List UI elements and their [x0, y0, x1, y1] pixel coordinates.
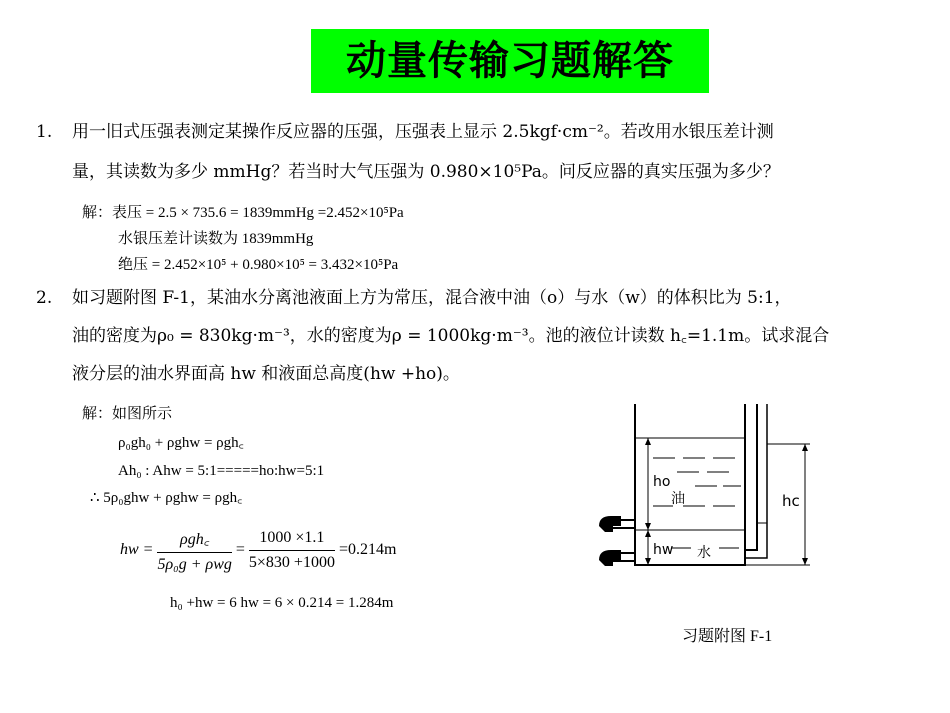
upper-faucet-icon	[599, 516, 621, 532]
equation-numerator-numeric: 1000 ×1.1	[249, 529, 335, 551]
q1-answer-mercury: 水银压差计读数为 1839mmHg	[118, 231, 314, 247]
q2-number: 2.	[36, 288, 53, 308]
equals-sign: =	[235, 541, 245, 558]
q2-answer-balance: ρ₀gh₀ + ρghw = ρgh꜀	[118, 435, 244, 451]
figure-caption: 习题附图 F-1	[682, 628, 773, 645]
label-hc: hc	[782, 492, 800, 510]
gauge-tube-outer	[745, 404, 757, 550]
label-ho: ho	[653, 474, 671, 490]
label-hw: hw	[653, 542, 674, 558]
equation-hw	[120, 520, 396, 580]
q1-number: 1.	[36, 122, 53, 142]
equation-result: =0.214m	[338, 541, 397, 558]
q2-line-2: 油的密度为ρ₀ = 830kg·m⁻³，水的密度为ρ = 1000kg·m⁻³。池的液位计读数 h꜀=1.1m。试求混合	[72, 326, 830, 346]
tank-outline	[635, 404, 745, 565]
label-oil: 油	[671, 491, 685, 507]
equation-denominator-numeric: 5×830 +1000	[248, 553, 335, 571]
q1-line-1: 用一旧式压强表测定某操作反应器的压强，压强表上显示 2.5kgf·cm⁻²。若改用水银压差计测	[72, 122, 774, 142]
equation-fraction-symbolic	[157, 527, 231, 574]
q2-line-3: 液分层的油水界面高 hw 和液面总高度(hw +ho)。	[72, 364, 460, 384]
equation-lhs: hw =	[120, 541, 154, 558]
equation-fraction-numeric	[249, 529, 335, 572]
lower-faucet-icon	[599, 550, 621, 566]
q2-line-1: 如习题附图 F-1，某油水分离池液面上方为常压，混合液中油（o）与水（w）的体积比为 5:1，	[72, 288, 792, 308]
figure-oil-water-tank	[595, 398, 825, 598]
q1-answer-gauge: 解：表压 = 2.5 × 735.6 = 1839mmHg =2.452×10⁵Pa	[82, 205, 404, 221]
q2-answer-therefore: ∴ 5ρ₀ghw + ρghw = ρgh꜀	[90, 490, 243, 506]
q2-answer-ratio: Ah₀ : Ahw = 5:1=====ho:hw=5:1	[118, 463, 325, 479]
q2-answer-intro: 解：如图所示	[82, 406, 173, 422]
page-title: 动量传输习题解答	[311, 29, 709, 93]
equation-denominator-symbolic: 5ρ₀g + ρwg	[157, 555, 232, 573]
q1-line-2: 量，其读数为多少 mmHg？若当时大气压强为 0.980×10⁵Pa。问反应器的真实压强为多少？	[72, 162, 780, 182]
q1-answer-absolute: 绝压 = 2.452×10⁵ + 0.980×10⁵ = 3.432×10⁵Pa	[118, 257, 399, 273]
q2-answer-total-height: h₀ +hw = 6 hw = 6 × 0.214 = 1.284m	[170, 595, 394, 611]
label-water: 水	[697, 545, 711, 561]
equation-numerator-symbolic: ρgh꜀	[157, 527, 231, 553]
